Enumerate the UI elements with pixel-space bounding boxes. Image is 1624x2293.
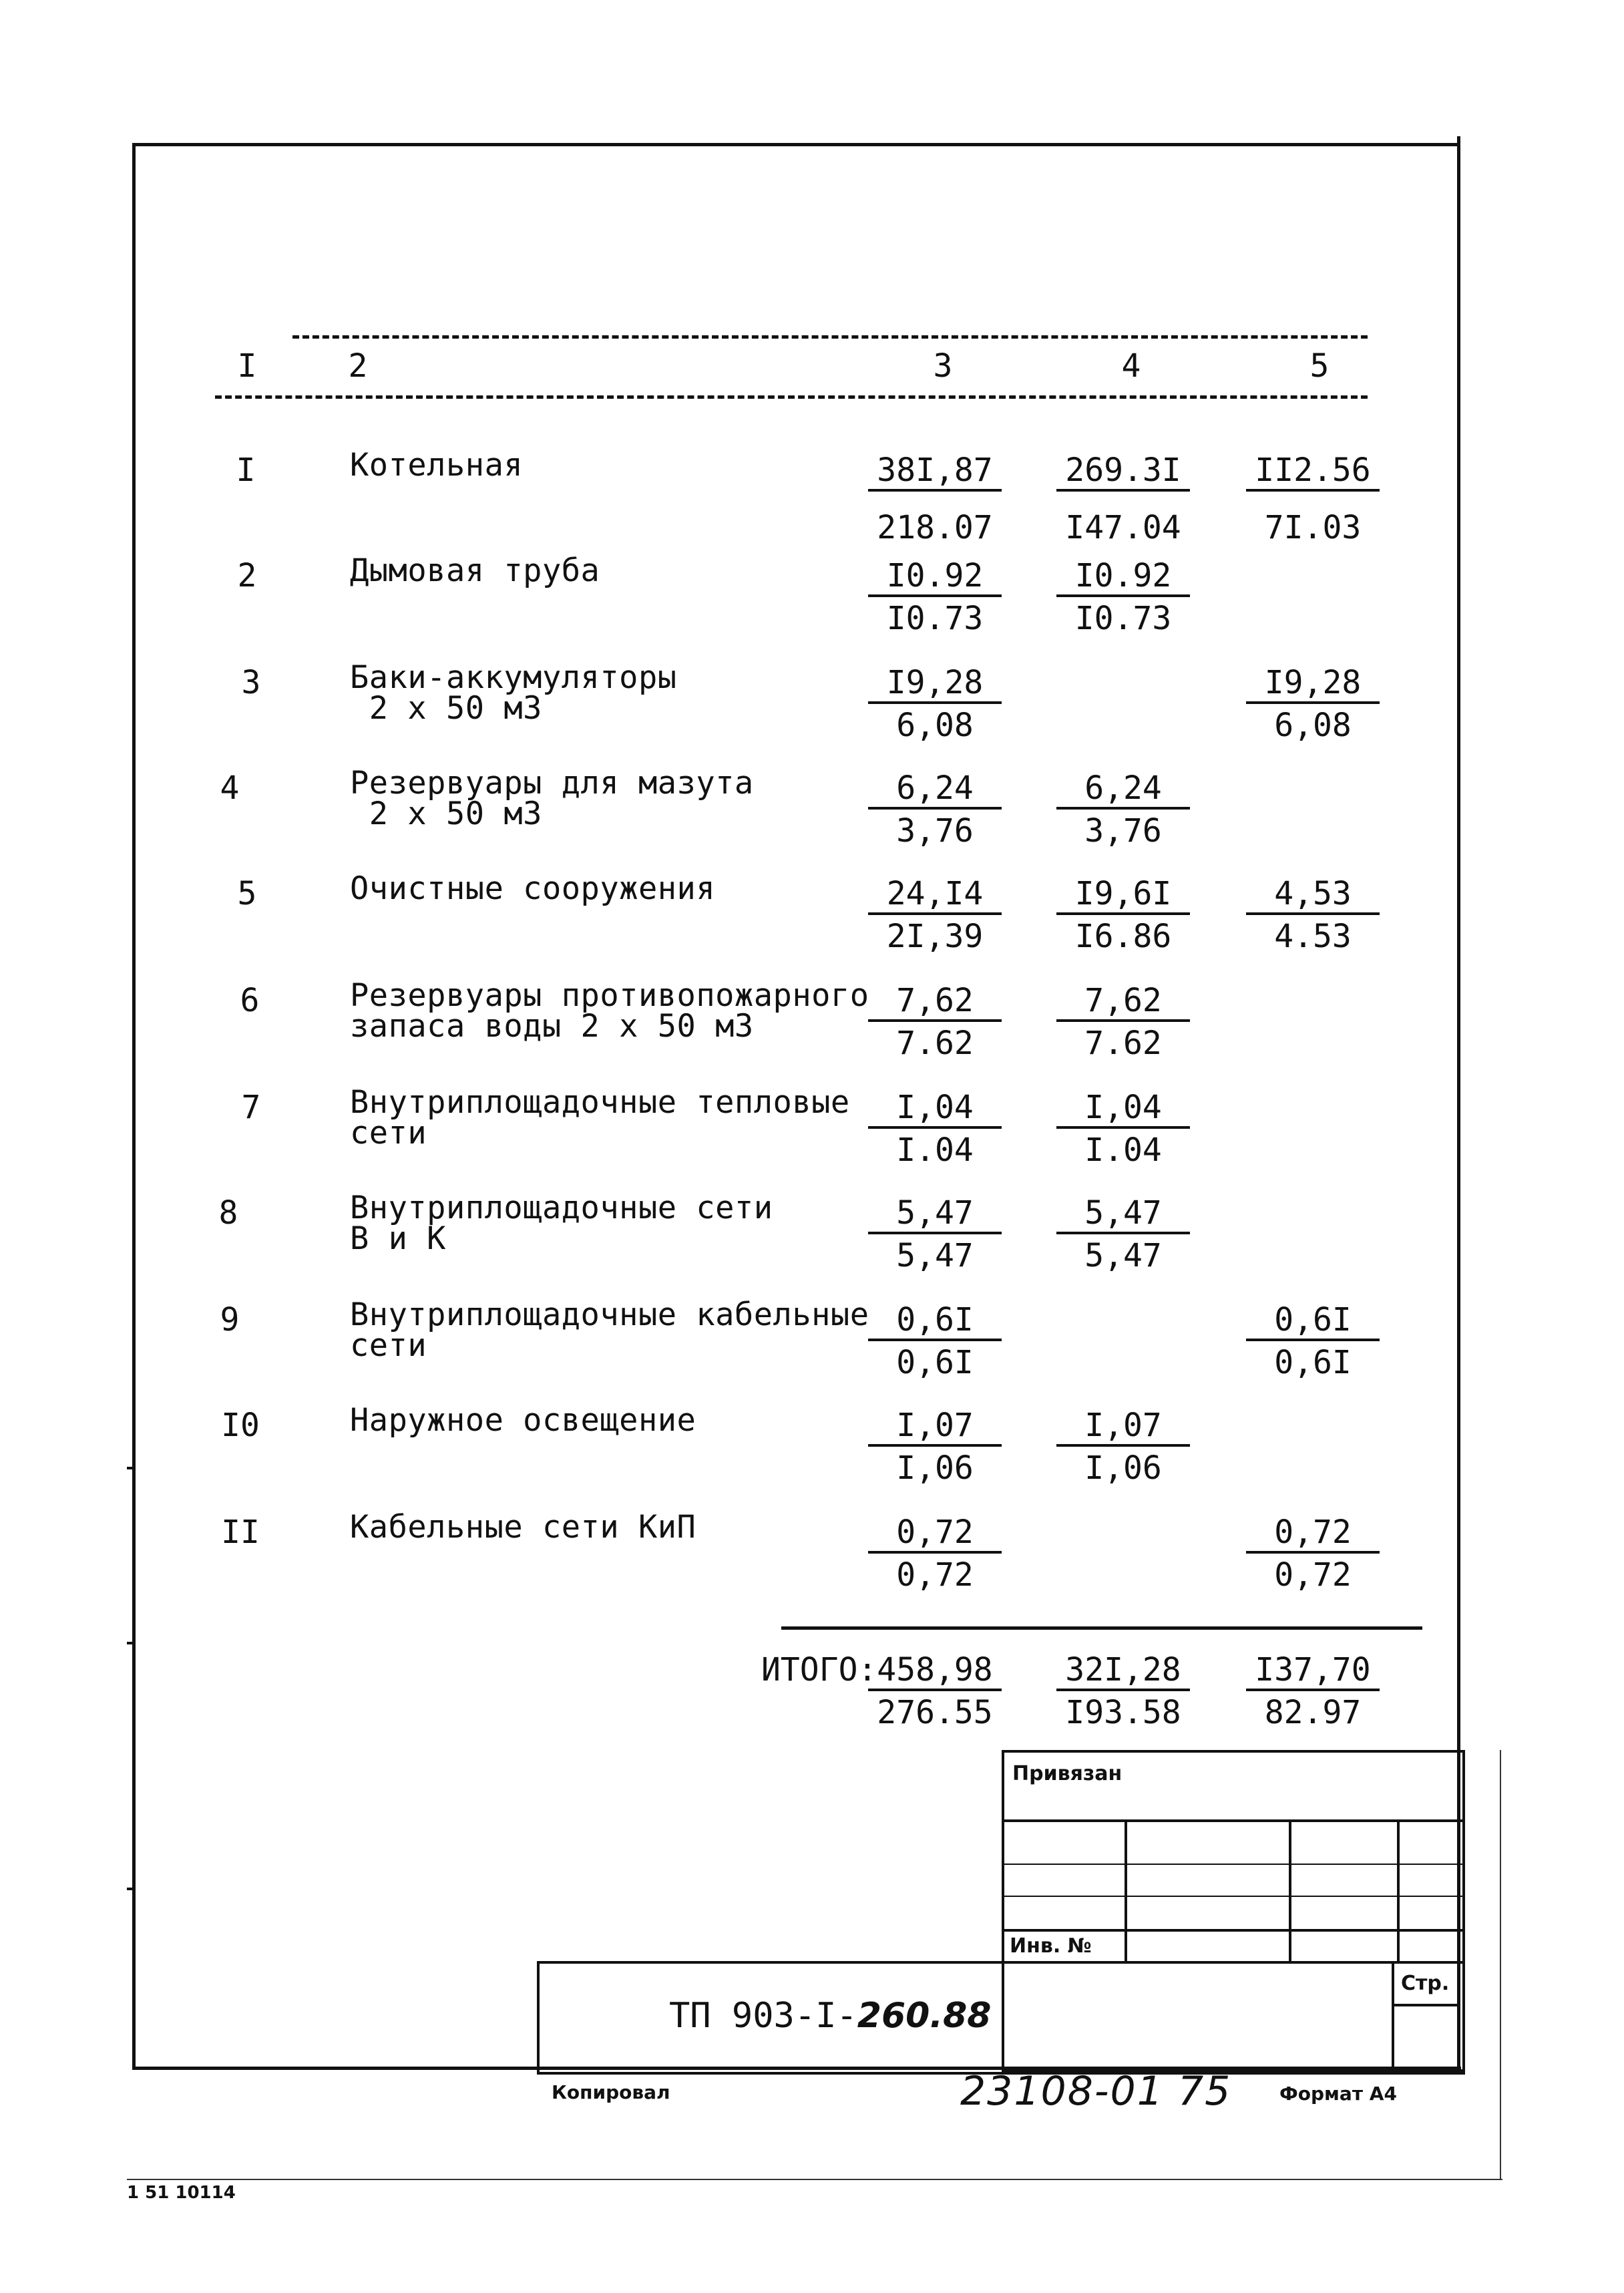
value-denominator: 2I,39 [886, 918, 984, 955]
total-col5-top: I37,70 [1246, 1651, 1380, 1691]
inventory-number-label: Инв. № [1010, 1934, 1092, 1958]
header-dashed-line-bottom [215, 395, 1368, 399]
value-numerator: I,04 [1056, 1089, 1190, 1129]
copied-by-label: Копировал [552, 2081, 670, 2103]
document-code-handwritten: 260.88 [857, 1996, 992, 2036]
row-number: 6 [240, 982, 260, 1019]
row-number: 9 [220, 1301, 240, 1339]
header-dashed-line-top [292, 335, 1368, 339]
row-number: 3 [241, 664, 261, 701]
value-numerator: 7,62 [1056, 982, 1190, 1022]
value-numerator: I0.92 [868, 557, 1002, 597]
value-denominator: I47.04 [1065, 509, 1181, 546]
row-number: 7 [241, 1089, 261, 1126]
title-block-divider [1392, 2004, 1460, 2006]
row-number: 2 [237, 557, 257, 594]
total-col4-top: 32I,28 [1056, 1651, 1190, 1691]
row-name: Баки-аккумуляторы 2 х 50 м3 [350, 659, 677, 727]
margin-tick [127, 1467, 135, 1469]
value-numerator: I,07 [1056, 1407, 1190, 1447]
stamp-line [1002, 1819, 1462, 1822]
sheet-outer-right-line [1500, 1750, 1501, 2180]
value-denominator: 5,47 [896, 1237, 974, 1274]
value-numerator: I9,28 [1246, 664, 1380, 704]
column-header-3: 3 [933, 347, 953, 385]
value-numerator: 269.3I [1056, 452, 1190, 492]
value-denominator: 0,72 [1274, 1556, 1352, 1594]
stamp-divider [1289, 1819, 1291, 1964]
total-col5-bottom: 82.97 [1264, 1694, 1362, 1731]
value-numerator: 5,47 [868, 1194, 1002, 1234]
row-name: Резервуары противопожарного запаса воды 2 х 50 м3 [350, 977, 869, 1045]
archive-number: 23108-01 75 [960, 2068, 1232, 2115]
stamp-line [1002, 1864, 1462, 1865]
format-label: Формат А4 [1279, 2083, 1397, 2105]
sheet-outer-bottom-line [127, 2179, 1502, 2180]
value-denominator: I6.86 [1074, 918, 1172, 955]
margin-tick [127, 1642, 135, 1644]
row-name: Внутриплощадочные тепловые сети [350, 1084, 850, 1152]
value-denominator: I0.73 [886, 600, 984, 637]
value-numerator: 0,72 [1246, 1514, 1380, 1554]
value-denominator: 218.07 [877, 509, 993, 546]
column-header-2: 2 [348, 347, 368, 385]
total-col4-bottom: I93.58 [1065, 1694, 1181, 1731]
value-denominator: 0,6I [896, 1344, 974, 1381]
stamp-divider [1125, 1819, 1127, 1964]
total-label: ИТОГО: [761, 1651, 877, 1689]
row-number: I [236, 452, 256, 489]
value-denominator: 5,47 [1084, 1237, 1162, 1274]
value-numerator: I0.92 [1056, 557, 1190, 597]
value-denominator: 6,08 [896, 707, 974, 744]
row-name: Резервуары для мазута 2 х 50 м3 [350, 765, 754, 832]
stamp-divider [1397, 1819, 1400, 1964]
value-denominator: I.04 [896, 1131, 974, 1169]
corner-code: 1 51 10114 [127, 2183, 236, 2203]
document-code-prefix: ТП 903-I- [669, 1996, 857, 2036]
stamp-line [1002, 1929, 1462, 1932]
value-numerator: 6,24 [868, 769, 1002, 810]
page-label: Стр. [1401, 1972, 1450, 1995]
row-name: Наружное освещение [350, 1402, 696, 1439]
value-numerator: 0,6I [1246, 1301, 1380, 1341]
binding-label: Привязан [1012, 1762, 1123, 1785]
value-numerator: I9,6I [1056, 875, 1190, 915]
column-header-1: I [237, 347, 257, 385]
row-number: I0 [221, 1407, 260, 1444]
row-name: Дымовая труба [350, 552, 600, 589]
row-number: 4 [220, 769, 240, 807]
value-denominator: 6,08 [1274, 707, 1352, 744]
value-denominator: 3,76 [1084, 812, 1162, 850]
row-name: Котельная [350, 447, 524, 484]
row-number: 5 [237, 875, 257, 912]
frame-left-border [132, 143, 136, 2068]
value-denominator: 7.62 [1084, 1025, 1162, 1062]
value-denominator: 7.62 [896, 1025, 974, 1062]
value-numerator: II2.56 [1246, 452, 1380, 492]
column-header-5: 5 [1309, 347, 1330, 385]
row-name: Очистные сооружения [350, 870, 716, 907]
value-numerator: 0,72 [868, 1514, 1002, 1554]
total-col3-bottom: 276.55 [877, 1694, 993, 1731]
value-numerator: 4,53 [1246, 875, 1380, 915]
row-name: Кабельные сети КиП [350, 1509, 696, 1546]
value-denominator: I.04 [1084, 1131, 1162, 1169]
row-number: II [221, 1514, 260, 1551]
value-numerator: 38I,87 [868, 452, 1002, 492]
value-denominator: 0,6I [1274, 1344, 1352, 1381]
value-denominator: I0.73 [1074, 600, 1172, 637]
value-denominator: 0,72 [896, 1556, 974, 1594]
value-denominator: 4.53 [1274, 918, 1352, 955]
value-numerator: I,04 [868, 1089, 1002, 1129]
total-col3-top: 458,98 [868, 1651, 1002, 1691]
total-separator-line [781, 1626, 1422, 1630]
value-numerator: 5,47 [1056, 1194, 1190, 1234]
frame-top-border [132, 143, 1460, 146]
row-name: Внутриплощадочные сети В и К [350, 1190, 773, 1257]
value-numerator: 24,I4 [868, 875, 1002, 915]
row-number: 8 [218, 1194, 238, 1232]
value-denominator: I,06 [896, 1449, 974, 1487]
document-code [669, 1996, 991, 2036]
row-name: Внутриплощадочные кабельные сети [350, 1296, 869, 1364]
margin-tick [127, 1888, 135, 1890]
value-denominator: I,06 [1084, 1449, 1162, 1487]
value-numerator: I9,28 [868, 664, 1002, 704]
column-header-4: 4 [1121, 347, 1141, 385]
value-numerator: 0,6I [868, 1301, 1002, 1341]
value-numerator: I,07 [868, 1407, 1002, 1447]
value-numerator: 6,24 [1056, 769, 1190, 810]
value-denominator: 3,76 [896, 812, 974, 850]
stamp-line [1002, 1896, 1462, 1897]
title-block-divider [1392, 1961, 1394, 2069]
value-denominator: 7I.03 [1264, 509, 1362, 546]
value-numerator: 7,62 [868, 982, 1002, 1022]
